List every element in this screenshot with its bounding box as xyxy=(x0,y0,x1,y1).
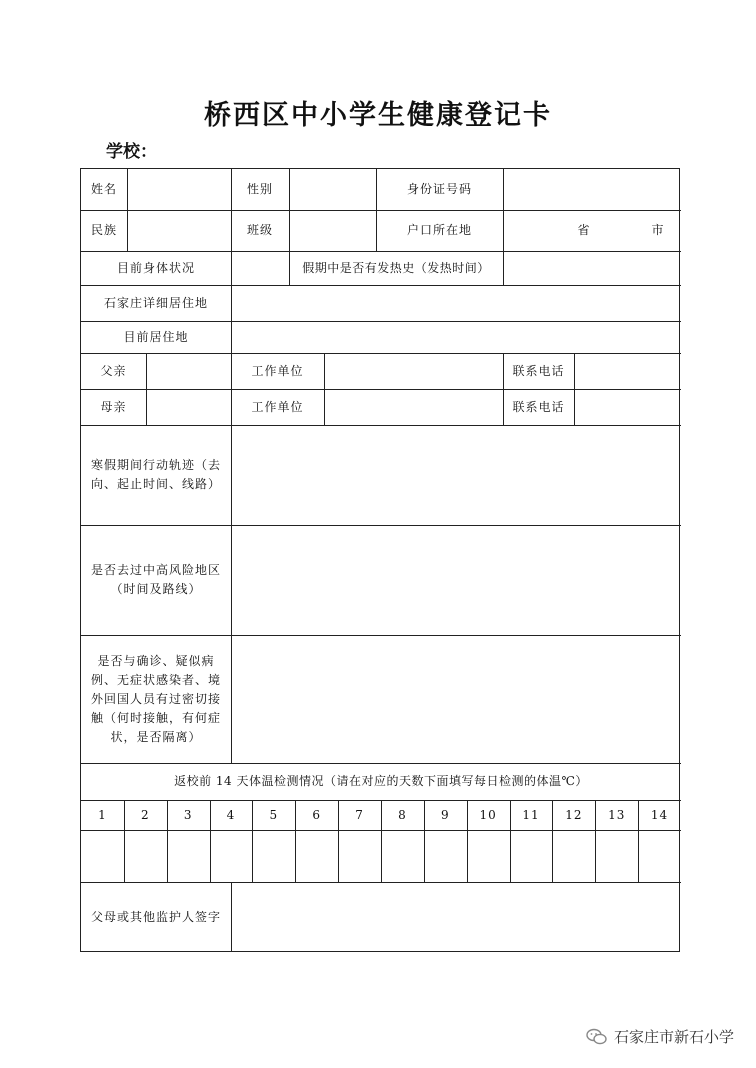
day-number: 1 xyxy=(98,807,107,822)
ethnicity-field[interactable] xyxy=(127,210,231,251)
father-phone-label: 联系电话 xyxy=(512,363,565,378)
health-label: 目前身体状况 xyxy=(116,260,195,275)
day-number: 13 xyxy=(608,807,626,822)
day-number: 7 xyxy=(355,807,364,822)
fever-field[interactable] xyxy=(503,251,681,285)
health-form xyxy=(80,168,680,952)
mother-work-field[interactable] xyxy=(324,389,503,425)
day-number: 2 xyxy=(140,807,150,822)
province-label: 省 xyxy=(577,223,591,237)
day-temperature-cell[interactable] xyxy=(252,830,295,882)
father-work-label: 工作单位 xyxy=(251,363,304,378)
risk-area-label: 是否去过中高风险地区（时间及路线） xyxy=(90,563,221,596)
hukou-label: 户口所在地 xyxy=(406,223,472,237)
day-temperature-cell[interactable] xyxy=(295,830,338,882)
day-number: 12 xyxy=(565,807,583,822)
trajectory-label: 寒假期间行动轨迹（去向、起止时间、线路） xyxy=(90,458,221,491)
health-field[interactable] xyxy=(231,251,289,285)
name-field[interactable] xyxy=(127,169,231,210)
father-label: 父亲 xyxy=(100,363,127,378)
mother-phone-field[interactable] xyxy=(574,389,681,425)
id-field[interactable] xyxy=(503,169,681,210)
day-temperature-cell[interactable] xyxy=(381,830,424,882)
day-temperature-cell[interactable] xyxy=(424,830,467,882)
day-temperature-cell[interactable] xyxy=(81,830,124,882)
mother-name-field[interactable] xyxy=(146,389,231,425)
school-label: 学校： xyxy=(106,142,157,162)
class-label: 班级 xyxy=(246,223,273,237)
day-number: 9 xyxy=(440,807,450,822)
day-temperature-cell[interactable] xyxy=(167,830,210,882)
mother-work-label: 工作单位 xyxy=(251,399,304,414)
current-address-field[interactable] xyxy=(231,321,681,353)
day-number: 11 xyxy=(522,807,540,822)
father-work-field[interactable] xyxy=(324,353,503,389)
fever-label: 假期中是否有发热史（发热时间） xyxy=(302,260,490,275)
day-temperature-cell[interactable] xyxy=(210,830,253,882)
day-temperature-cell[interactable] xyxy=(510,830,553,882)
day-temperature-cell[interactable] xyxy=(124,830,167,882)
mother-phone-label: 联系电话 xyxy=(512,399,565,414)
day-number: 10 xyxy=(479,807,497,822)
day-number: 8 xyxy=(398,807,407,822)
name-label: 姓名 xyxy=(90,182,117,196)
day-temperature-cell[interactable] xyxy=(552,830,595,882)
day-number: 6 xyxy=(312,807,322,822)
day-number: 5 xyxy=(269,807,279,822)
day-temperature-cell[interactable] xyxy=(638,830,681,882)
wechat-icon xyxy=(586,1028,608,1046)
father-phone-field[interactable] xyxy=(574,353,681,389)
father-name-field[interactable] xyxy=(146,353,231,389)
contact-field[interactable] xyxy=(231,635,681,763)
day-temperature-cell[interactable] xyxy=(338,830,381,882)
guardian-label: 父母或其他监护人签字 xyxy=(90,909,221,924)
class-field[interactable] xyxy=(289,210,376,251)
sjz-address-label: 石家庄详细居住地 xyxy=(103,295,208,310)
watermark xyxy=(586,1026,734,1047)
day-temperature-cell[interactable] xyxy=(595,830,638,882)
city-label: 市 xyxy=(651,223,665,237)
day-number: 4 xyxy=(226,807,236,822)
day-number: 14 xyxy=(650,807,669,822)
risk-area-field[interactable] xyxy=(231,525,681,635)
ethnicity-label: 民族 xyxy=(90,223,117,237)
watermark-text: 石家庄市新石小学 xyxy=(613,1028,734,1046)
page-title: 桥西区中小学生健康登记卡 xyxy=(204,100,552,131)
day-number: 3 xyxy=(183,807,193,822)
day-temperature-cell[interactable] xyxy=(467,830,510,882)
current-address-label: 目前居住地 xyxy=(123,329,189,344)
id-label: 身份证号码 xyxy=(406,182,472,196)
trajectory-field[interactable] xyxy=(231,425,681,525)
contact-label: 是否与确诊、疑似病例、无症状感染者、境外回国人员有过密切接触（何时接触，有何症状，是否隔离） xyxy=(90,653,221,744)
gender-label: 性别 xyxy=(246,182,273,196)
temperature-header: 返校前 14 天体温检测情况（请在对应的天数下面填写每日检测的体温℃） xyxy=(174,774,588,788)
gender-field[interactable] xyxy=(289,169,376,210)
mother-label: 母亲 xyxy=(100,399,127,414)
guardian-signature-field[interactable] xyxy=(231,882,681,952)
sjz-address-field[interactable] xyxy=(231,285,681,321)
